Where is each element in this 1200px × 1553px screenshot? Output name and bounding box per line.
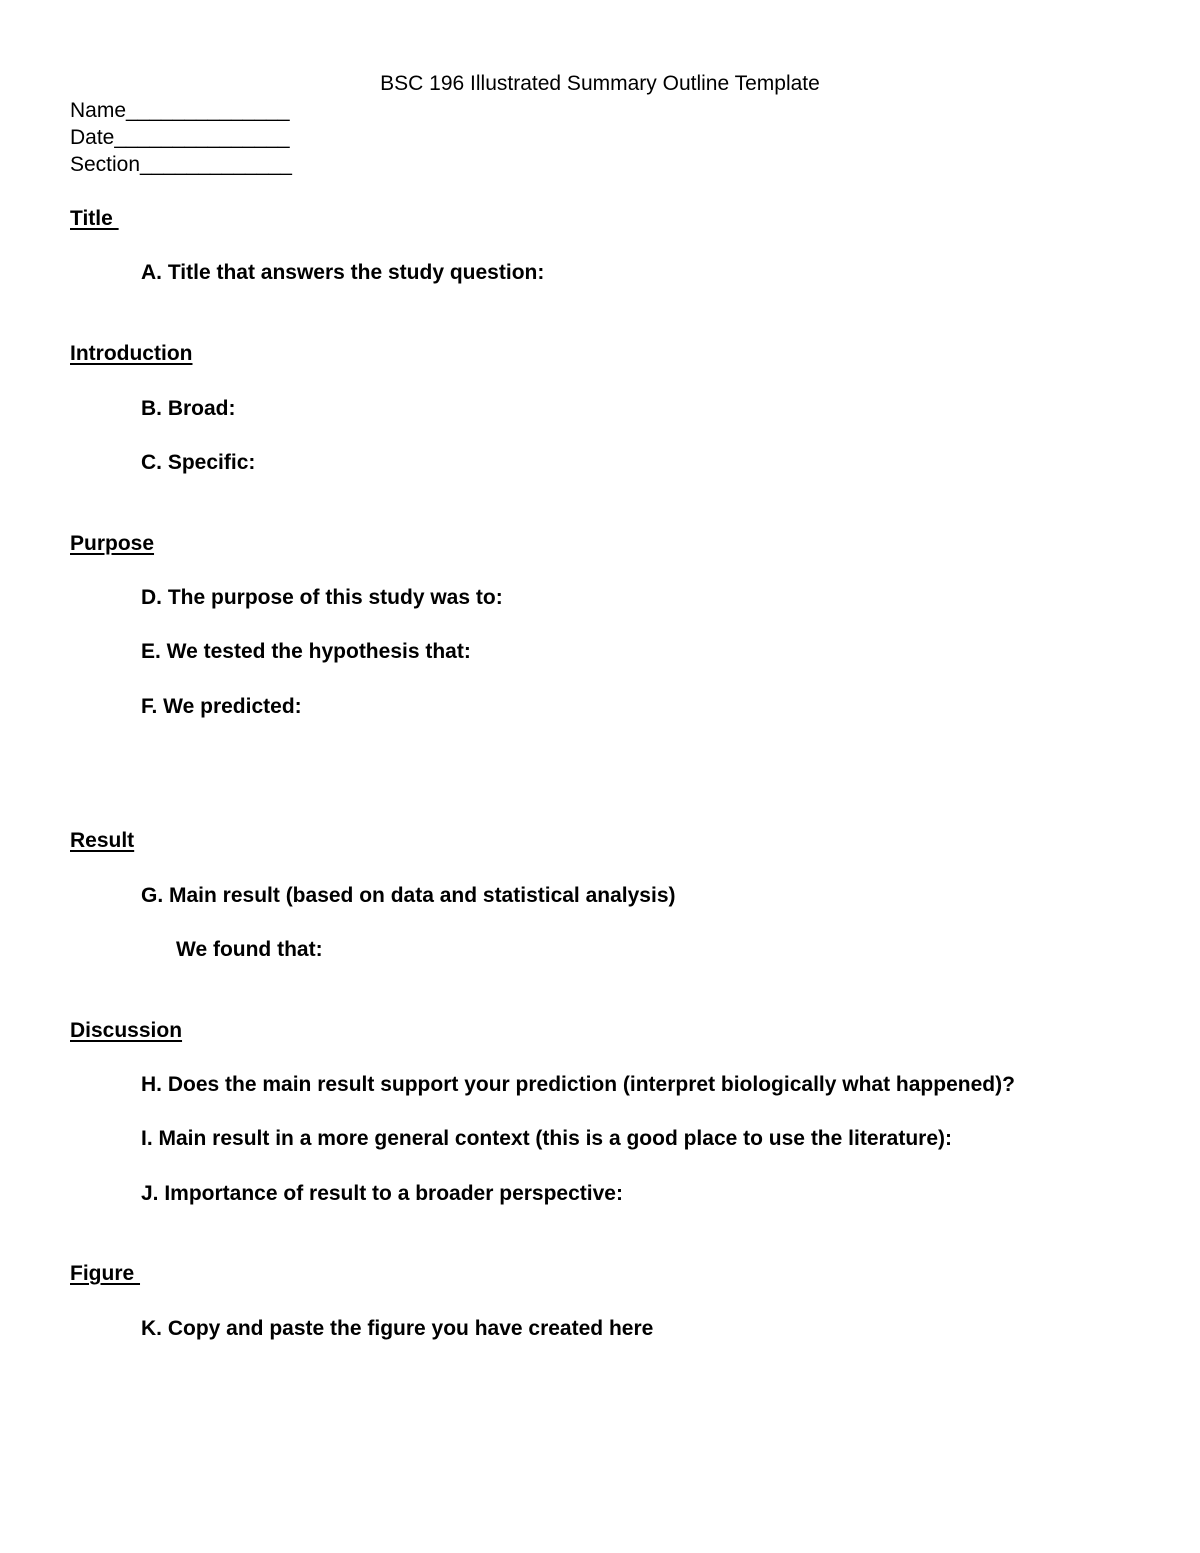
section-heading-title: Title — [70, 207, 119, 230]
section-heading-result: Result — [70, 829, 135, 852]
item-b: B. Broad: — [141, 397, 236, 420]
item-a: A. Title that answers the study question: — [141, 261, 545, 284]
section-heading-introduction: Introduction — [70, 342, 193, 365]
item-d: D. The purpose of this study was to: — [141, 586, 503, 609]
item-k: K. Copy and paste the figure you have created here — [141, 1317, 654, 1340]
item-e: E. We tested the hypothesis that: — [141, 640, 471, 663]
section-field: Section_____________ — [70, 153, 292, 176]
item-g: G. Main result (based on data and statistical analysis) — [141, 884, 676, 907]
item-h: H. Does the main result support your prediction (interpret biologically what happened)? — [141, 1073, 1015, 1096]
date-field: Date_______________ — [70, 126, 290, 149]
section-heading-discussion: Discussion — [70, 1019, 183, 1042]
section-heading-figure: Figure — [70, 1262, 141, 1285]
item-j: J. Importance of result to a broader perspective: — [141, 1182, 623, 1205]
item-f: F. We predicted: — [141, 695, 302, 718]
item-c: C. Specific: — [141, 451, 256, 474]
item-i: I. Main result in a more general context (this is a good place to use the literature): — [141, 1127, 953, 1150]
name-field: Name______________ — [70, 99, 290, 122]
item-g-subitem: We found that: — [176, 938, 323, 961]
document-title: BSC 196 Illustrated Summary Outline Template — [380, 72, 820, 95]
section-heading-purpose: Purpose — [70, 532, 155, 555]
